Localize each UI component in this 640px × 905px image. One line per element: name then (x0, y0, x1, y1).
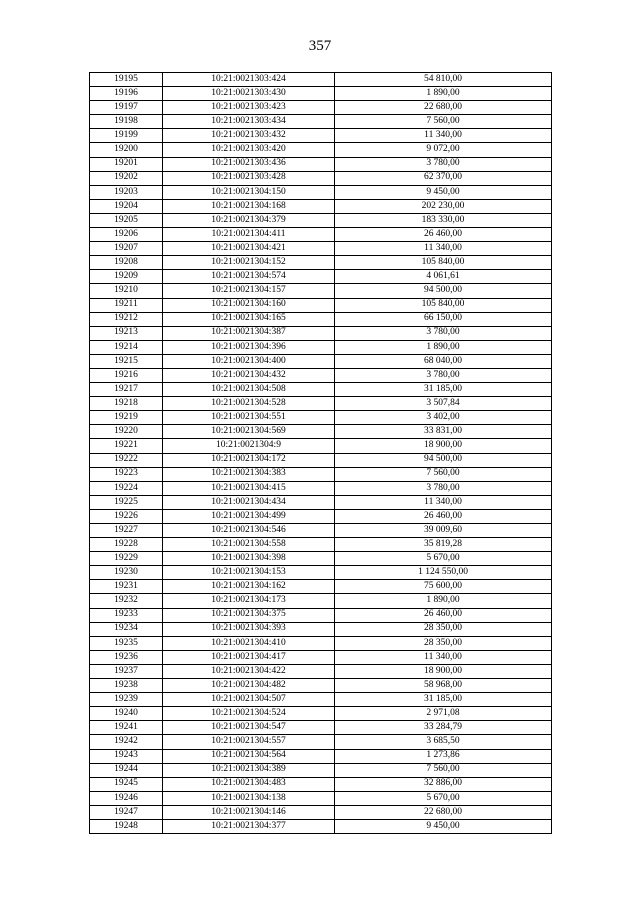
table-row (90, 213, 552, 227)
cadastral-number-cell: 10:21:0021303:434 (163, 115, 335, 129)
value-cell: 33 284,79 (335, 721, 552, 735)
cadastral-number-cell: 10:21:0021304:417 (163, 650, 335, 664)
cadastral-number-cell: 10:21:0021304:569 (163, 425, 335, 439)
row-number-cell: 19245 (90, 777, 163, 791)
table-row (90, 707, 552, 721)
value-cell: 1 124 550,00 (335, 566, 552, 580)
value-cell: 4 061,61 (335, 270, 552, 284)
table-row (90, 749, 552, 763)
value-cell: 11 340,00 (335, 650, 552, 664)
table-row (90, 467, 552, 481)
table-row (90, 679, 552, 693)
table-row (90, 143, 552, 157)
row-number-cell: 19231 (90, 580, 163, 594)
row-number-cell: 19211 (90, 298, 163, 312)
value-cell: 18 900,00 (335, 439, 552, 453)
table-row (90, 242, 552, 256)
row-number-cell: 19208 (90, 256, 163, 270)
table-row (90, 538, 552, 552)
cadastral-number-cell: 10:21:0021304:379 (163, 213, 335, 227)
row-number-cell: 19223 (90, 467, 163, 481)
cadastral-number-cell: 10:21:0021304:152 (163, 256, 335, 270)
table-row (90, 383, 552, 397)
row-number-cell: 19235 (90, 636, 163, 650)
cadastral-number-cell: 10:21:0021304:434 (163, 495, 335, 509)
cadastral-number-cell: 10:21:0021304:415 (163, 481, 335, 495)
row-number-cell: 19212 (90, 312, 163, 326)
value-cell: 202 230,00 (335, 199, 552, 213)
row-number-cell: 19204 (90, 199, 163, 213)
row-number-cell: 19206 (90, 228, 163, 242)
table-row (90, 326, 552, 340)
row-number-cell: 19213 (90, 326, 163, 340)
cadastral-number-cell: 10:21:0021304:165 (163, 312, 335, 326)
row-number-cell: 19218 (90, 397, 163, 411)
cadastral-number-cell: 10:21:0021303:428 (163, 171, 335, 185)
row-number-cell: 19229 (90, 552, 163, 566)
row-number-cell: 19240 (90, 707, 163, 721)
row-number-cell: 19220 (90, 425, 163, 439)
cadastral-number-cell: 10:21:0021304:524 (163, 707, 335, 721)
table-row (90, 101, 552, 115)
value-cell: 3 507,84 (335, 397, 552, 411)
value-cell: 94 500,00 (335, 284, 552, 298)
row-number-cell: 19236 (90, 650, 163, 664)
cadastral-number-cell: 10:21:0021304:396 (163, 340, 335, 354)
row-number-cell: 19237 (90, 664, 163, 678)
value-cell: 33 831,00 (335, 425, 552, 439)
row-number-cell: 19198 (90, 115, 163, 129)
value-cell: 3 780,00 (335, 157, 552, 171)
cadastral-number-cell: 10:21:0021304:528 (163, 397, 335, 411)
row-number-cell: 19228 (90, 538, 163, 552)
row-number-cell: 19247 (90, 805, 163, 819)
cadastral-number-cell: 10:21:0021304:546 (163, 524, 335, 538)
value-cell: 28 350,00 (335, 636, 552, 650)
value-cell: 1 890,00 (335, 87, 552, 101)
cadastral-number-cell: 10:21:0021304:483 (163, 777, 335, 791)
table-row (90, 819, 552, 833)
value-cell: 1 890,00 (335, 340, 552, 354)
table-row (90, 524, 552, 538)
table-row (90, 495, 552, 509)
table-row (90, 453, 552, 467)
table-row (90, 425, 552, 439)
row-number-cell: 19200 (90, 143, 163, 157)
table-row (90, 368, 552, 382)
table-row (90, 664, 552, 678)
table-row (90, 622, 552, 636)
table-row (90, 805, 552, 819)
row-number-cell: 19241 (90, 721, 163, 735)
table-row (90, 608, 552, 622)
cadastral-number-cell: 10:21:0021303:423 (163, 101, 335, 115)
cadastral-number-cell: 10:21:0021304:383 (163, 467, 335, 481)
row-number-cell: 19234 (90, 622, 163, 636)
table-row (90, 73, 552, 87)
row-number-cell: 19205 (90, 213, 163, 227)
row-number-cell: 19244 (90, 763, 163, 777)
cadastral-number-cell: 10:21:0021304:168 (163, 199, 335, 213)
value-cell: 3 780,00 (335, 368, 552, 382)
table-row (90, 552, 552, 566)
value-cell: 18 900,00 (335, 664, 552, 678)
value-cell: 7 560,00 (335, 763, 552, 777)
value-cell: 54 810,00 (335, 73, 552, 87)
row-number-cell: 19217 (90, 383, 163, 397)
row-number-cell: 19238 (90, 679, 163, 693)
table-row (90, 157, 552, 171)
cadastral-number-cell: 10:21:0021304:173 (163, 594, 335, 608)
cadastral-number-cell: 10:21:0021304:150 (163, 185, 335, 199)
row-number-cell: 19219 (90, 411, 163, 425)
table-row (90, 340, 552, 354)
cadastral-number-cell: 10:21:0021304:400 (163, 354, 335, 368)
table-row (90, 693, 552, 707)
row-number-cell: 19209 (90, 270, 163, 284)
value-cell: 28 350,00 (335, 622, 552, 636)
value-cell: 105 840,00 (335, 298, 552, 312)
table-row (90, 509, 552, 523)
table-row (90, 439, 552, 453)
row-number-cell: 19248 (90, 819, 163, 833)
value-cell: 32 886,00 (335, 777, 552, 791)
row-number-cell: 19201 (90, 157, 163, 171)
value-cell: 7 560,00 (335, 115, 552, 129)
value-cell: 62 370,00 (335, 171, 552, 185)
table-row (90, 735, 552, 749)
cadastral-number-cell: 10:21:0021304:162 (163, 580, 335, 594)
table-row (90, 650, 552, 664)
cadastral-number-cell: 10:21:0021304:375 (163, 608, 335, 622)
cadastral-number-cell: 10:21:0021304:387 (163, 326, 335, 340)
row-number-cell: 19197 (90, 101, 163, 115)
cadastral-number-cell: 10:21:0021304:557 (163, 735, 335, 749)
row-number-cell: 19233 (90, 608, 163, 622)
row-number-cell: 19214 (90, 340, 163, 354)
row-number-cell: 19221 (90, 439, 163, 453)
value-cell: 11 340,00 (335, 242, 552, 256)
table-row (90, 115, 552, 129)
table-row (90, 185, 552, 199)
value-cell: 22 680,00 (335, 101, 552, 115)
value-cell: 11 340,00 (335, 495, 552, 509)
table-row (90, 171, 552, 185)
table-row (90, 199, 552, 213)
table-row (90, 721, 552, 735)
value-cell: 3 402,00 (335, 411, 552, 425)
cadastral-number-cell: 10:21:0021304:564 (163, 749, 335, 763)
cadastral-number-cell: 10:21:0021303:420 (163, 143, 335, 157)
cadastral-number-cell: 10:21:0021304:160 (163, 298, 335, 312)
cadastral-number-cell: 10:21:0021304:393 (163, 622, 335, 636)
value-cell: 183 330,00 (335, 213, 552, 227)
value-cell: 3 780,00 (335, 481, 552, 495)
value-cell: 9 450,00 (335, 819, 552, 833)
value-cell: 35 819,28 (335, 538, 552, 552)
value-cell: 68 040,00 (335, 354, 552, 368)
value-cell: 26 460,00 (335, 608, 552, 622)
cadastral-number-cell: 10:21:0021304:551 (163, 411, 335, 425)
cadastral-number-cell: 10:21:0021304:411 (163, 228, 335, 242)
cadastral-number-cell: 10:21:0021304:410 (163, 636, 335, 650)
row-number-cell: 19203 (90, 185, 163, 199)
table-row (90, 354, 552, 368)
cadastral-number-cell: 10:21:0021303:424 (163, 73, 335, 87)
value-cell: 2 971,08 (335, 707, 552, 721)
row-number-cell: 19242 (90, 735, 163, 749)
value-cell: 66 150,00 (335, 312, 552, 326)
table-row (90, 580, 552, 594)
table-row (90, 636, 552, 650)
value-cell: 9 072,00 (335, 143, 552, 157)
row-number-cell: 19195 (90, 73, 163, 87)
value-cell: 26 460,00 (335, 509, 552, 523)
cadastral-number-cell: 10:21:0021304:432 (163, 368, 335, 382)
value-cell: 1 273,86 (335, 749, 552, 763)
cadastral-number-cell: 10:21:0021303:430 (163, 87, 335, 101)
row-number-cell: 19227 (90, 524, 163, 538)
cadastral-number-cell: 10:21:0021304:157 (163, 284, 335, 298)
cadastral-number-cell: 10:21:0021304:9 (163, 439, 335, 453)
row-number-cell: 19246 (90, 791, 163, 805)
row-number-cell: 19196 (90, 87, 163, 101)
table-row (90, 312, 552, 326)
cadastral-number-cell: 10:21:0021304:558 (163, 538, 335, 552)
value-cell: 1 890,00 (335, 594, 552, 608)
cadastral-number-cell: 10:21:0021303:432 (163, 129, 335, 143)
table-row (90, 298, 552, 312)
table-row (90, 256, 552, 270)
value-cell: 26 460,00 (335, 228, 552, 242)
row-number-cell: 19226 (90, 509, 163, 523)
row-number-cell: 19225 (90, 495, 163, 509)
row-number-cell: 19222 (90, 453, 163, 467)
cadastral-number-cell: 10:21:0021304:172 (163, 453, 335, 467)
value-cell: 31 185,00 (335, 383, 552, 397)
row-number-cell: 19207 (90, 242, 163, 256)
table-row (90, 411, 552, 425)
value-cell: 31 185,00 (335, 693, 552, 707)
cadastral-number-cell: 10:21:0021304:422 (163, 664, 335, 678)
cadastral-number-cell: 10:21:0021303:436 (163, 157, 335, 171)
table-row (90, 777, 552, 791)
table-row (90, 594, 552, 608)
value-cell: 3 685,50 (335, 735, 552, 749)
row-number-cell: 19243 (90, 749, 163, 763)
value-cell: 7 560,00 (335, 467, 552, 481)
value-cell: 58 968,00 (335, 679, 552, 693)
table-row (90, 566, 552, 580)
row-number-cell: 19230 (90, 566, 163, 580)
row-number-cell: 19216 (90, 368, 163, 382)
value-cell: 3 780,00 (335, 326, 552, 340)
table-row (90, 481, 552, 495)
value-cell: 94 500,00 (335, 453, 552, 467)
row-number-cell: 19232 (90, 594, 163, 608)
table-row (90, 228, 552, 242)
row-number-cell: 19210 (90, 284, 163, 298)
table-row (90, 791, 552, 805)
row-number-cell: 19239 (90, 693, 163, 707)
table-body (90, 73, 552, 834)
row-number-cell: 19199 (90, 129, 163, 143)
row-number-cell: 19224 (90, 481, 163, 495)
value-cell: 5 670,00 (335, 552, 552, 566)
cadastral-number-cell: 10:21:0021304:507 (163, 693, 335, 707)
cadastral-value-table (89, 72, 552, 834)
cadastral-number-cell: 10:21:0021304:421 (163, 242, 335, 256)
cadastral-number-cell: 10:21:0021304:574 (163, 270, 335, 284)
value-cell: 9 450,00 (335, 185, 552, 199)
value-cell: 11 340,00 (335, 129, 552, 143)
cadastral-number-cell: 10:21:0021304:482 (163, 679, 335, 693)
table-row (90, 284, 552, 298)
cadastral-number-cell: 10:21:0021304:153 (163, 566, 335, 580)
cadastral-number-cell: 10:21:0021304:398 (163, 552, 335, 566)
page-number: 357 (308, 38, 332, 54)
table-row (90, 270, 552, 284)
cadastral-number-cell: 10:21:0021304:547 (163, 721, 335, 735)
value-cell: 39 009,60 (335, 524, 552, 538)
value-cell: 22 680,00 (335, 805, 552, 819)
cadastral-number-cell: 10:21:0021304:377 (163, 819, 335, 833)
table-row (90, 129, 552, 143)
table-row (90, 397, 552, 411)
row-number-cell: 19215 (90, 354, 163, 368)
value-cell: 105 840,00 (335, 256, 552, 270)
cadastral-number-cell: 10:21:0021304:508 (163, 383, 335, 397)
cadastral-number-cell: 10:21:0021304:389 (163, 763, 335, 777)
cadastral-number-cell: 10:21:0021304:499 (163, 509, 335, 523)
cadastral-number-cell: 10:21:0021304:138 (163, 791, 335, 805)
value-cell: 5 670,00 (335, 791, 552, 805)
table-row (90, 87, 552, 101)
row-number-cell: 19202 (90, 171, 163, 185)
cadastral-number-cell: 10:21:0021304:146 (163, 805, 335, 819)
table-row (90, 763, 552, 777)
value-cell: 75 600,00 (335, 580, 552, 594)
